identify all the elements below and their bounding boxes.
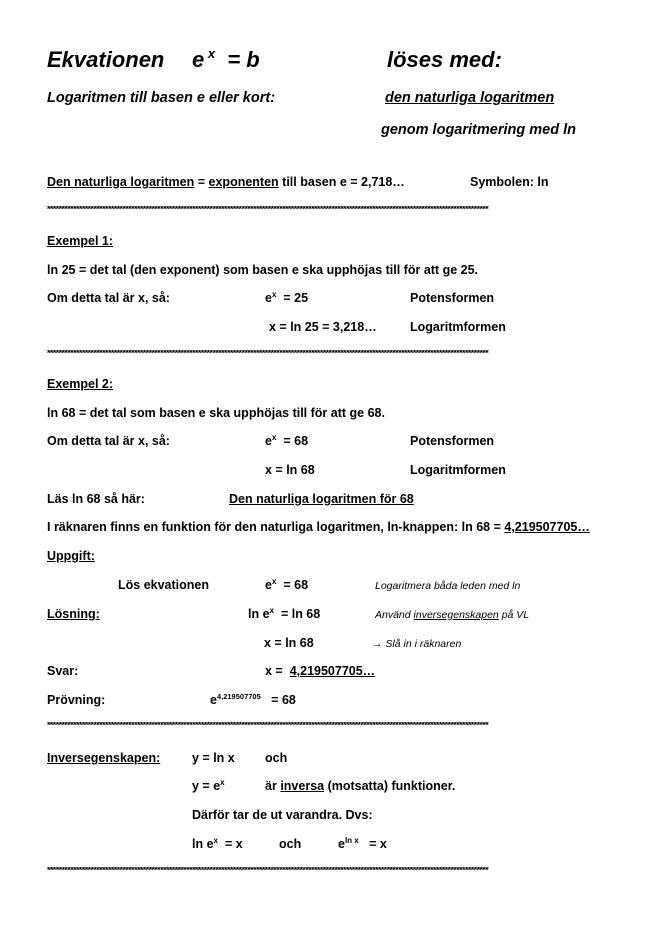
example2-if: Om detta tal är x, så: bbox=[47, 434, 170, 448]
eq-exp: x bbox=[271, 433, 277, 442]
f2-post: (motsatta) funktioner. bbox=[327, 779, 456, 793]
example1-eq1-label: Potensformen bbox=[410, 291, 495, 305]
arrow-right-icon: → bbox=[372, 638, 383, 650]
answer-label: Svar: bbox=[47, 664, 79, 678]
id1-exp: x bbox=[213, 836, 218, 845]
definition-line bbox=[47, 174, 405, 190]
definition-rest: till basen e = 2,718… bbox=[282, 175, 405, 189]
method-text: genom logaritmering med ln bbox=[381, 122, 576, 138]
eq-base: e bbox=[265, 291, 272, 305]
definition-term: Den naturliga logaritmen bbox=[47, 175, 195, 189]
eq-rest: = 68 bbox=[283, 434, 309, 448]
example2-line: ln 68 = det tal som basen e ska upphöjas till för att ge 68. bbox=[47, 406, 385, 420]
eq-base: e bbox=[265, 434, 272, 448]
solved-with: löses med: bbox=[387, 47, 502, 72]
title-equation bbox=[192, 47, 260, 73]
eq-exp: x bbox=[207, 46, 216, 61]
inverse-heading: Inversegenskapen: bbox=[47, 751, 161, 765]
eq-exp: x bbox=[271, 290, 277, 299]
eq-rest: = b bbox=[227, 47, 260, 72]
calculator-line bbox=[47, 519, 590, 535]
identity-and: och bbox=[279, 837, 302, 851]
definition-exponent: exponenten bbox=[208, 175, 279, 189]
answer-line bbox=[265, 663, 375, 679]
example1-eq1 bbox=[265, 290, 308, 306]
example1-eq2-label: Logaritmformen bbox=[410, 320, 506, 334]
solution-label: Lösning: bbox=[47, 607, 100, 621]
check-label: Prövning: bbox=[47, 693, 106, 707]
page-title: Ekvationen bbox=[47, 47, 165, 72]
task-heading: Uppgift: bbox=[47, 549, 95, 563]
subtitle: Logaritmen till basen e eller kort: bbox=[47, 90, 276, 106]
id1-pre: ln e bbox=[192, 837, 214, 851]
check-line bbox=[210, 692, 296, 708]
calculator-text: I räknaren finns en funktion för den naturliga logaritmen, ln-knappen: ln 68 = bbox=[47, 520, 501, 534]
eq-rest: = 68 bbox=[283, 578, 309, 592]
f2-link: inversa bbox=[280, 779, 325, 793]
identity-1 bbox=[192, 836, 243, 852]
solve-equation bbox=[265, 577, 308, 593]
step2-note-text: Slå in i räknaren bbox=[385, 638, 462, 650]
example2-eq2-label: Logaritmformen bbox=[410, 463, 506, 477]
inverse-and1: och bbox=[265, 751, 288, 765]
inverse-conclusion: Därför tar de ut varandra. Dvs: bbox=[192, 808, 373, 822]
step1-rest: = ln 68 bbox=[280, 607, 321, 621]
divider: ******************************************************************************************************************************************************** bbox=[47, 867, 489, 873]
check-base: e bbox=[210, 693, 217, 707]
id2-base: e bbox=[338, 837, 345, 851]
step1-note bbox=[375, 607, 529, 623]
symbol-label: Symbolen: ln bbox=[470, 175, 549, 189]
example2-eq1 bbox=[265, 433, 308, 449]
id2-rest: = x bbox=[369, 837, 387, 851]
example2-eq2: x = ln 68 bbox=[265, 463, 315, 477]
calculator-value: 4,219507705… bbox=[504, 520, 590, 534]
step2-note bbox=[372, 636, 461, 652]
check-exp: 4,219507705 bbox=[216, 692, 261, 701]
read-value: Den naturliga logaritmen för 68 bbox=[229, 492, 414, 506]
solution-step1 bbox=[248, 606, 320, 622]
example1-if: Om detta tal är x, så: bbox=[47, 291, 170, 305]
identity-2 bbox=[338, 836, 387, 852]
inverse-f2 bbox=[192, 778, 225, 794]
divider: ******************************************************************************************************************************************************** bbox=[47, 206, 489, 212]
check-rest: = 68 bbox=[271, 693, 296, 707]
inverse-f1: y = ln x bbox=[192, 751, 235, 765]
eq-exp: x bbox=[271, 577, 277, 586]
example1-heading: Exempel 1: bbox=[47, 234, 114, 248]
f2-pre: är bbox=[265, 779, 277, 793]
step1-note-pre: Använd bbox=[375, 609, 411, 621]
step1-note-link: inversegenskapen bbox=[413, 609, 499, 621]
natural-log-term: den naturliga logaritmen bbox=[385, 90, 555, 106]
example1-eq2: x = ln 25 = 3,218… bbox=[269, 320, 377, 334]
divider: ******************************************************************************************************************************************************** bbox=[47, 722, 489, 728]
answer-pre: x = bbox=[265, 664, 283, 678]
example1-line: ln 25 = det tal (den exponent) som basen e ska upphöjas till för att ge 25. bbox=[47, 263, 478, 277]
solution-step2: x = ln 68 bbox=[264, 636, 314, 650]
definition-eq: = bbox=[197, 175, 206, 189]
solve-label: Lös ekvationen bbox=[118, 578, 209, 592]
divider: ******************************************************************************************************************************************************** bbox=[47, 350, 489, 356]
eq-base: e bbox=[265, 578, 272, 592]
inverse-description bbox=[265, 778, 455, 794]
example2-heading: Exempel 2: bbox=[47, 377, 114, 391]
id1-rest: = x bbox=[224, 837, 243, 851]
solve-note: Logaritmera båda leden med ln bbox=[375, 580, 521, 592]
example2-eq1-label: Potensformen bbox=[410, 434, 495, 448]
f2-base: y = e bbox=[192, 779, 221, 793]
step1-pre: ln e bbox=[248, 607, 270, 621]
id2-exp: ln x bbox=[344, 836, 359, 845]
step1-note-post: på VL bbox=[501, 609, 530, 621]
eq-rest: = 25 bbox=[283, 291, 309, 305]
read-label: Läs ln 68 så här: bbox=[47, 492, 145, 506]
answer-value: 4,219507705… bbox=[289, 664, 376, 678]
eq-base: e bbox=[192, 47, 205, 72]
f2-exp: x bbox=[220, 778, 225, 787]
step1-exp: x bbox=[269, 606, 274, 615]
